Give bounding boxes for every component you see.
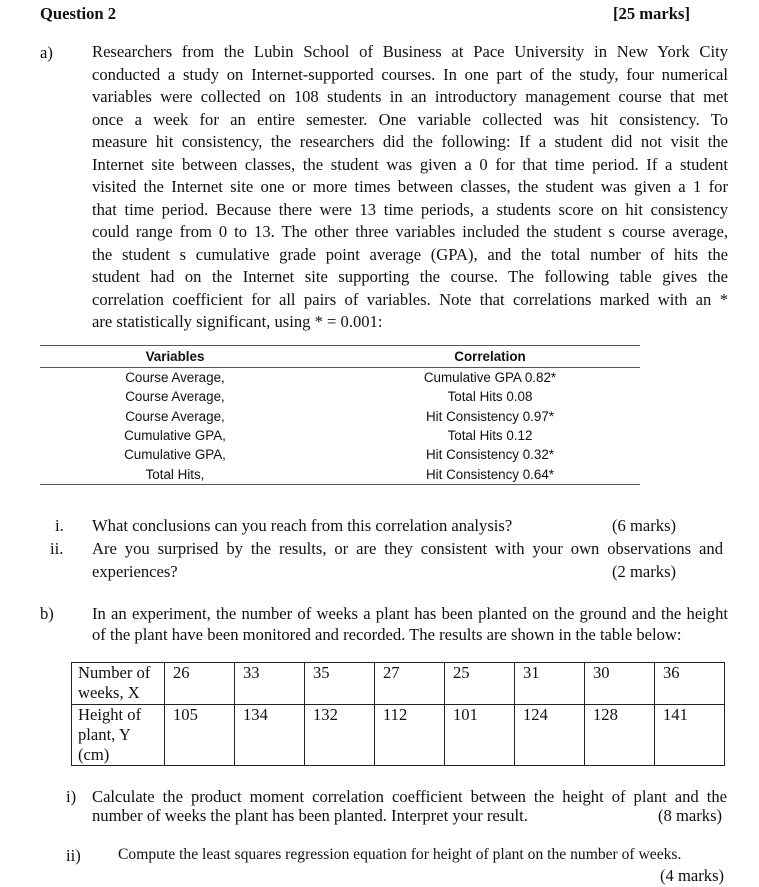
table-bottom-rule: [40, 484, 640, 485]
question-a-ii-number: ii.: [50, 539, 64, 558]
part-a-line: correlation coefficient for all pairs of variables. Note that correlations marked with an *: [92, 289, 728, 309]
table-header-row: [40, 346, 640, 367]
question-a-i-marks: (6 marks): [612, 516, 677, 535]
question-title: Question 2: [40, 4, 117, 23]
height-cell: 124: [515, 705, 585, 766]
row-label-line: weeks, X: [78, 683, 140, 702]
variable-cell: Cumulative GPA,: [124, 428, 226, 444]
table-row: [40, 407, 640, 426]
weeks-cell: 25: [445, 663, 515, 705]
question-a-ii-marks: (2 marks): [612, 562, 677, 581]
variable-cell: Total Hits,: [145, 466, 205, 482]
table-row: [40, 445, 640, 464]
part-b-line: In an experiment, the number of weeks a plant has been planted on the ground and the height: [92, 604, 728, 623]
height-cell: 128: [585, 705, 655, 766]
weeks-cell: 31: [515, 663, 585, 705]
part-a-line: Internet site between classes, the student was given a 0 for that time period. If a student: [92, 154, 728, 174]
correlation-cell: Hit Consistency 0.97*: [425, 408, 554, 424]
height-cell: 132: [305, 705, 375, 766]
part-b-paragraph: [92, 603, 728, 645]
plant-data-table: [71, 662, 725, 766]
weeks-cell: 33: [235, 663, 305, 705]
part-a-line: visited the Internet site one or more times between classes, the student was given a 1 for: [92, 177, 728, 196]
table-row: [40, 464, 640, 483]
part-a-line: measure hit consistency, the researchers did the following: If a student did not visit the: [92, 132, 728, 151]
part-b-label: b): [40, 604, 54, 623]
height-cell: 105: [165, 705, 235, 766]
table-row: [40, 368, 640, 387]
part-a-label: a): [40, 43, 53, 62]
part-a-line: variables were collected on 108 students in an introductory management course that met: [92, 87, 728, 106]
table-row: [40, 426, 640, 445]
height-cell: 134: [235, 705, 305, 766]
question-a-i-number: i.: [55, 516, 64, 535]
header-correlation: Correlation: [454, 349, 526, 364]
correlation-cell: Total Hits 0.12: [447, 428, 533, 444]
header-variables: Variables: [145, 349, 205, 364]
variable-cell: Course Average,: [125, 408, 225, 424]
weeks-cell: 30: [585, 663, 655, 705]
part-a-line: Researchers from the Lubin School of Business at Pace University in New York City: [92, 42, 728, 61]
weeks-cell: 27: [375, 663, 445, 705]
part-a-line: conducted a study on Internet-supported courses. In one part of the study, four numerical: [92, 64, 728, 84]
question-b-i-text: Calculate the product moment correlation coefficient between the height of plant and the: [92, 787, 727, 806]
correlation-cell: Cumulative GPA 0.82*: [423, 370, 557, 386]
part-a-line: student had on the Internet site supporting the course. The following table gives the: [92, 267, 728, 286]
question-b-ii-number: ii): [66, 846, 81, 865]
table-row: [40, 387, 640, 406]
table-row-height: [72, 705, 725, 766]
question-a-i-text: What conclusions can you reach from this correlation analysis?: [92, 516, 513, 535]
question-b-ii-marks: (4 marks): [660, 866, 725, 885]
question-b-i-marks: (8 marks): [658, 806, 723, 825]
correlation-cell: Hit Consistency 0.32*: [425, 447, 554, 463]
row-label-height: [72, 705, 165, 766]
table-row-weeks: [72, 663, 725, 705]
correlation-cell: Total Hits 0.08: [447, 389, 533, 405]
question-b-i-number: i): [66, 787, 77, 806]
total-marks: [25 marks]: [613, 4, 690, 23]
part-a-line: are statistically significant, using * = 0.001:: [92, 312, 383, 331]
part-b-line: of the plant have been monitored and recorded. The results are shown in the table below:: [92, 625, 682, 644]
correlation-table: [40, 345, 640, 485]
height-cell: 112: [375, 705, 445, 766]
weeks-cell: 26: [165, 663, 235, 705]
row-label-line: plant, Y (cm): [78, 725, 131, 764]
question-a-ii-text: Are you surprised by the results, or are they consistent with your own observations and: [92, 539, 723, 558]
part-a-line: could range from 0 to 13. The other three variables included the student s course average,: [92, 222, 728, 241]
part-a-paragraph: [92, 41, 728, 334]
variable-cell: Cumulative GPA,: [124, 447, 226, 463]
part-a-line: that time period. Because there were 13 time periods, a students score on hit consistency: [92, 199, 728, 219]
question-b-i-text-cont: number of weeks the plant has been planted. Interpret your result.: [92, 806, 528, 825]
correlation-cell: Hit Consistency 0.64*: [425, 466, 554, 482]
row-label-line: Number of: [78, 663, 151, 682]
variable-cell: Course Average,: [125, 389, 225, 405]
row-label-weeks: [72, 663, 165, 705]
height-cell: 101: [445, 705, 515, 766]
part-a-line: the student s cumulative grade point average (GPA), and the total number of hits the: [92, 244, 728, 264]
row-label-line: Height of: [78, 705, 142, 724]
height-cell: 141: [655, 705, 725, 766]
weeks-cell: 35: [305, 663, 375, 705]
part-a-line: once a week for an entire semester. One variable collected was hit consistency. To: [92, 109, 728, 129]
question-a-ii-text-cont: experiences?: [92, 562, 178, 581]
variable-cell: Course Average,: [125, 370, 225, 386]
weeks-cell: 36: [655, 663, 725, 705]
question-b-ii-text: Compute the least squares regression equation for height of plant on the number of weeks.: [118, 846, 682, 863]
